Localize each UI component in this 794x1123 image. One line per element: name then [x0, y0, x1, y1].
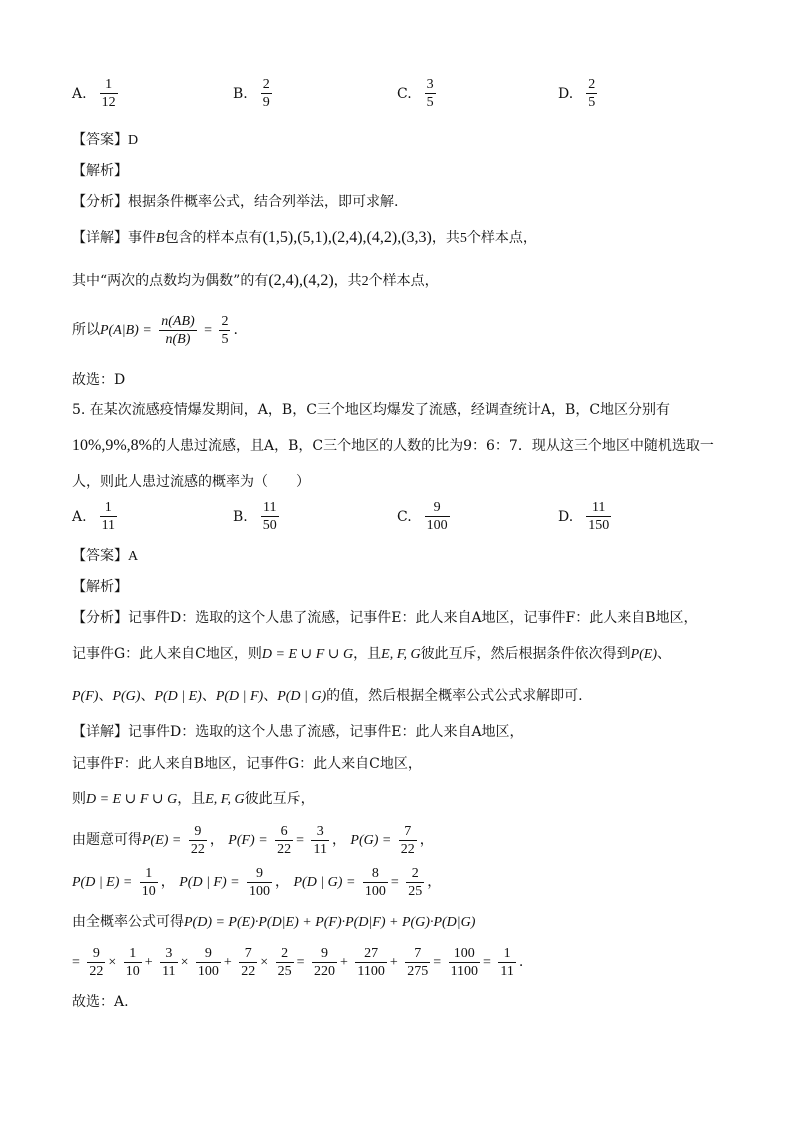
q4-detail-3: 所以P(A|B) = $\frac{n(AB)}{n(B)}$ = $\frac{2}{5}$ .	[72, 313, 238, 347]
q5-option-c: C. $\frac{9}{100}$	[397, 500, 448, 533]
q5-stem-1: 5. 在某次流感疫情爆发期间，A，B，C三个地区均爆发了流感，经调查统计A，B，C地区分别有	[72, 402, 671, 418]
q4-detail-1: 【详解】事件B包含的样本点有(1,5),(5,1),(2,4),(4,2),(3,3)，共5个样本点，	[72, 229, 537, 246]
fraction: $\frac{1}{11}$	[101, 500, 116, 533]
fraction: $\frac{n(AB)}{n(B)}$	[161, 313, 195, 347]
fraction: $\frac{2}{25}$	[408, 865, 423, 899]
q4-analysis-tag: 【解析】	[72, 163, 128, 179]
fraction: $\frac{9}{220}$	[314, 945, 335, 979]
q4-option-d: D. $\frac{2}{5}$	[558, 77, 596, 110]
q5-analysis-tag: 【解析】	[72, 579, 128, 595]
q5-probabilities-1: 由题意可得P(E) = $\frac{9}{22}$ ， P(F) = $\frac{6}{22}$ = $\frac{3}{11}$ ， P(G) = $\frac{7}{22}$ ，	[72, 823, 434, 857]
q5-fenxi-3: P(F)、P(G)、P(D | E)、P(D | F)、P(D | G)的值，然后根据全概率公式公式求解即可.	[72, 688, 583, 704]
q5-option-b: B. $\frac{11}{50}$	[233, 500, 277, 533]
q5-calculation: = $\frac{9}{22}$ × $\frac{1}{10}$ + $\frac{3}{11}$ × $\frac{9}{100}$ + $\frac{7}{22}$ × $\frac{2}{25}$ = $\frac{9}{220}$ + $\frac{27}{1100}$ + $\frac{7}{275}$ = $\frac{100}{1100}$ = $\frac{1}{11}$ .	[72, 945, 524, 979]
q5-fenxi-2: 记事件G：此人来自C地区，则D = E ∪ F ∪ G，且E, F, G彼此互斥，然后根据条件依次得到P(E)、	[72, 646, 671, 662]
q5-total-probability: 由全概率公式可得P(D) = P(E)·P(D|E) + P(F)·P(D|F) + P(G)·P(D|G)	[72, 914, 476, 930]
fraction: $\frac{9}{100}$	[249, 865, 271, 899]
q5-probabilities-2: P(D | E) = $\frac{1}{10}$ ， P(D | F) = $\frac{9}{100}$ ， P(D | G) = $\frac{8}{100}$ = $\frac{2}{25}$ ，	[72, 865, 442, 899]
q5-stem-2: 10%,9%,8%的人患过流感，且A，B，C三个地区的人数的比为9：6：7．现从这三个地区中随机选取一	[72, 437, 714, 454]
fraction: $\frac{2}{5}$	[588, 77, 596, 110]
fraction: $\frac{11}{150}$	[588, 500, 610, 533]
fraction: $\frac{3}{11}$	[313, 823, 327, 857]
q5-option-a: A. $\frac{1}{11}$	[72, 500, 116, 533]
q4-option-b: B. $\frac{2}{9}$	[233, 77, 270, 110]
fraction: $\frac{7}{275}$	[407, 945, 429, 979]
fraction: $\frac{7}{22}$	[400, 823, 415, 857]
q4-fenxi: 【分析】根据条件概率公式，结合列举法，即可求解.	[72, 194, 399, 210]
fraction: $\frac{1}{10}$	[141, 865, 156, 899]
fraction: $\frac{11}{50}$	[262, 500, 277, 533]
fraction: $\frac{9}{22}$	[190, 823, 205, 857]
fraction: $\frac{1}{10}$	[125, 945, 140, 979]
fraction: $\frac{9}{22}$	[89, 945, 104, 979]
fraction: $\frac{1}{12}$	[101, 77, 116, 110]
fraction: $\frac{9}{100}$	[197, 945, 219, 979]
fraction: $\frac{2}{5}$	[221, 313, 229, 347]
q4-conclusion: 故选：D	[72, 372, 126, 388]
fraction: $\frac{7}{22}$	[241, 945, 256, 979]
q4-option-a: A. $\frac{1}{12}$	[72, 77, 116, 110]
fraction: $\frac{9}{100}$	[426, 500, 448, 533]
fraction: $\frac{2}{25}$	[277, 945, 292, 979]
fraction: $\frac{27}{1100}$	[357, 945, 385, 979]
q5-conclusion: 故选：A.	[72, 994, 129, 1010]
fraction: $\frac{6}{22}$	[277, 823, 292, 857]
q5-answer: 【答案】A	[72, 548, 139, 564]
q5-option-d: D. $\frac{11}{150}$	[558, 500, 610, 533]
fraction: $\frac{1}{11}$	[500, 945, 514, 979]
q4-option-c: C. $\frac{3}{5}$	[397, 77, 434, 110]
fraction: $\frac{100}{1100}$	[450, 945, 479, 979]
q5-detail-1: 【详解】记事件D：选取的这个人患了流感，记事件E：此人来自A地区，	[72, 724, 524, 740]
q4-detail-2: 其中“两次的点数均为偶数”的有(2,4),(4,2)，共2个样本点，	[72, 272, 439, 289]
fraction: $\frac{3}{11}$	[162, 945, 176, 979]
q5-detail-2: 记事件F：此人来自B地区，记事件G：此人来自C地区，	[72, 756, 422, 772]
q5-fenxi-1: 【分析】记事件D：选取的这个人患了流感，记事件E：此人来自A地区，记事件F：此人来自B地区，	[72, 610, 698, 626]
q4-answer: 【答案】D	[72, 132, 139, 148]
q5-stem-3: 人，则此人患过流感的概率为（ ）	[72, 474, 310, 490]
fraction: $\frac{2}{9}$	[262, 77, 270, 110]
fraction: $\frac{3}{5}$	[426, 77, 434, 110]
fraction: $\frac{8}{100}$	[364, 865, 386, 899]
q5-detail-3: 则D = E ∪ F ∪ G，且E, F, G彼此互斥，	[72, 791, 315, 807]
